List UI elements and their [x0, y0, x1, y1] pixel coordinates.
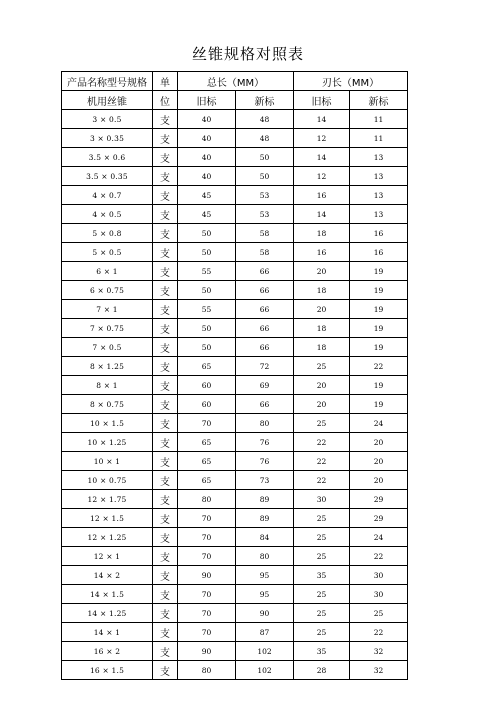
spec-cell: 6 × 0.75	[62, 281, 153, 300]
table-row	[62, 319, 408, 338]
unit-cell: 支	[153, 547, 178, 566]
unit-cell: 支	[153, 243, 178, 262]
blade-length-new-cell: 25	[350, 604, 408, 623]
total-length-new-cell: 50	[236, 148, 294, 167]
spec-cell: 12 × 1.25	[62, 528, 153, 547]
table-row	[62, 414, 408, 433]
unit-cell: 支	[153, 642, 178, 661]
total-length-old-cell: 65	[178, 433, 236, 452]
total-length-new-cell: 89	[236, 509, 294, 528]
blade-length-old-cell: 30	[294, 490, 350, 509]
unit-cell: 支	[153, 395, 178, 414]
table-row	[62, 110, 408, 129]
unit-cell: 支	[153, 319, 178, 338]
blade-length-new-cell: 19	[350, 338, 408, 357]
table-row	[62, 224, 408, 243]
total-length-new-cell: 66	[236, 281, 294, 300]
unit-cell: 支	[153, 623, 178, 642]
total-length-new-cell: 53	[236, 186, 294, 205]
blade-length-old-cell: 35	[294, 566, 350, 585]
blade-length-new-cell: 24	[350, 414, 408, 433]
total-length-new-cell: 48	[236, 110, 294, 129]
table-row	[62, 243, 408, 262]
header-total-old: 旧标	[178, 91, 236, 110]
blade-length-old-cell: 22	[294, 471, 350, 490]
unit-cell: 支	[153, 585, 178, 604]
total-length-old-cell: 80	[178, 661, 236, 680]
blade-length-new-cell: 16	[350, 224, 408, 243]
spec-cell: 14 × 2	[62, 566, 153, 585]
unit-cell: 支	[153, 148, 178, 167]
spec-cell: 10 × 1.5	[62, 414, 153, 433]
spec-cell: 14 × 1.25	[62, 604, 153, 623]
spec-cell: 3 × 0.5	[62, 110, 153, 129]
total-length-new-cell: 80	[236, 547, 294, 566]
spec-cell: 12 × 1.5	[62, 509, 153, 528]
total-length-old-cell: 50	[178, 338, 236, 357]
table-row	[62, 490, 408, 509]
total-length-old-cell: 40	[178, 148, 236, 167]
blade-length-old-cell: 25	[294, 528, 350, 547]
blade-length-new-cell: 30	[350, 566, 408, 585]
header-row-2	[62, 91, 408, 110]
blade-length-old-cell: 20	[294, 262, 350, 281]
blade-length-new-cell: 19	[350, 395, 408, 414]
spec-cell: 12 × 1	[62, 547, 153, 566]
unit-cell: 支	[153, 357, 178, 376]
total-length-new-cell: 89	[236, 490, 294, 509]
table-row	[62, 186, 408, 205]
spec-cell: 16 × 2	[62, 642, 153, 661]
blade-length-new-cell: 29	[350, 509, 408, 528]
unit-cell: 支	[153, 262, 178, 281]
header-category: 机用丝锥	[62, 91, 153, 110]
blade-length-old-cell: 25	[294, 623, 350, 642]
tap-spec-table	[61, 71, 408, 680]
blade-length-new-cell: 11	[350, 110, 408, 129]
table-row	[62, 338, 408, 357]
header-unit-line2: 位	[153, 91, 178, 110]
header-blade-new: 新标	[350, 91, 408, 110]
blade-length-new-cell: 19	[350, 319, 408, 338]
table-row	[62, 357, 408, 376]
total-length-old-cell: 45	[178, 205, 236, 224]
unit-cell: 支	[153, 167, 178, 186]
spec-cell: 3 × 0.35	[62, 129, 153, 148]
total-length-old-cell: 65	[178, 452, 236, 471]
blade-length-old-cell: 14	[294, 110, 350, 129]
total-length-old-cell: 70	[178, 509, 236, 528]
blade-length-old-cell: 20	[294, 376, 350, 395]
blade-length-new-cell: 22	[350, 357, 408, 376]
unit-cell: 支	[153, 566, 178, 585]
total-length-new-cell: 102	[236, 661, 294, 680]
blade-length-new-cell: 20	[350, 452, 408, 471]
unit-cell: 支	[153, 186, 178, 205]
unit-cell: 支	[153, 205, 178, 224]
total-length-new-cell: 73	[236, 471, 294, 490]
total-length-old-cell: 70	[178, 528, 236, 547]
total-length-new-cell: 66	[236, 338, 294, 357]
unit-cell: 支	[153, 471, 178, 490]
unit-cell: 支	[153, 509, 178, 528]
blade-length-old-cell: 22	[294, 452, 350, 471]
total-length-new-cell: 84	[236, 528, 294, 547]
blade-length-old-cell: 25	[294, 547, 350, 566]
blade-length-new-cell: 32	[350, 661, 408, 680]
unit-cell: 支	[153, 528, 178, 547]
spec-cell: 14 × 1.5	[62, 585, 153, 604]
blade-length-new-cell: 19	[350, 262, 408, 281]
total-length-old-cell: 90	[178, 642, 236, 661]
table-row	[62, 642, 408, 661]
total-length-old-cell: 65	[178, 357, 236, 376]
total-length-old-cell: 50	[178, 281, 236, 300]
spec-cell: 8 × 0.75	[62, 395, 153, 414]
total-length-new-cell: 58	[236, 224, 294, 243]
table-row	[62, 623, 408, 642]
unit-cell: 支	[153, 433, 178, 452]
table-row	[62, 395, 408, 414]
blade-length-old-cell: 22	[294, 433, 350, 452]
unit-cell: 支	[153, 376, 178, 395]
total-length-new-cell: 90	[236, 604, 294, 623]
spec-cell: 8 × 1	[62, 376, 153, 395]
blade-length-old-cell: 14	[294, 148, 350, 167]
total-length-old-cell: 70	[178, 623, 236, 642]
table-row	[62, 471, 408, 490]
total-length-old-cell: 70	[178, 604, 236, 623]
table-row	[62, 281, 408, 300]
total-length-new-cell: 76	[236, 433, 294, 452]
blade-length-new-cell: 29	[350, 490, 408, 509]
header-total-new: 新标	[236, 91, 294, 110]
spec-cell: 6 × 1	[62, 262, 153, 281]
table-row	[62, 148, 408, 167]
table-row	[62, 433, 408, 452]
total-length-old-cell: 70	[178, 585, 236, 604]
blade-length-old-cell: 25	[294, 604, 350, 623]
total-length-old-cell: 55	[178, 262, 236, 281]
header-row-1	[62, 72, 408, 91]
table-row	[62, 509, 408, 528]
blade-length-old-cell: 25	[294, 357, 350, 376]
blade-length-old-cell: 12	[294, 129, 350, 148]
total-length-new-cell: 87	[236, 623, 294, 642]
total-length-old-cell: 55	[178, 300, 236, 319]
spec-cell: 5 × 0.5	[62, 243, 153, 262]
total-length-new-cell: 95	[236, 585, 294, 604]
total-length-new-cell: 72	[236, 357, 294, 376]
total-length-new-cell: 58	[236, 243, 294, 262]
unit-cell: 支	[153, 452, 178, 471]
spec-cell: 16 × 1.5	[62, 661, 153, 680]
unit-cell: 支	[153, 661, 178, 680]
unit-cell: 支	[153, 414, 178, 433]
header-unit: 单	[153, 72, 178, 91]
spec-cell: 10 × 1	[62, 452, 153, 471]
total-length-old-cell: 50	[178, 224, 236, 243]
total-length-new-cell: 76	[236, 452, 294, 471]
header-total-length: 总长（MM）	[178, 72, 294, 91]
table-row	[62, 604, 408, 623]
blade-length-old-cell: 25	[294, 509, 350, 528]
total-length-old-cell: 50	[178, 319, 236, 338]
blade-length-new-cell: 22	[350, 547, 408, 566]
unit-cell: 支	[153, 338, 178, 357]
table-row	[62, 566, 408, 585]
blade-length-new-cell: 20	[350, 433, 408, 452]
total-length-old-cell: 90	[178, 566, 236, 585]
total-length-old-cell: 65	[178, 471, 236, 490]
blade-length-new-cell: 24	[350, 528, 408, 547]
blade-length-old-cell: 16	[294, 186, 350, 205]
table-row	[62, 205, 408, 224]
blade-length-old-cell: 18	[294, 224, 350, 243]
blade-length-new-cell: 11	[350, 129, 408, 148]
table-row	[62, 528, 408, 547]
unit-cell: 支	[153, 490, 178, 509]
page-title: 丝锥规格对照表	[191, 45, 304, 63]
table-row	[62, 661, 408, 680]
total-length-old-cell: 50	[178, 243, 236, 262]
total-length-new-cell: 66	[236, 319, 294, 338]
blade-length-new-cell: 19	[350, 281, 408, 300]
blade-length-new-cell: 20	[350, 471, 408, 490]
spec-cell: 4 × 0.7	[62, 186, 153, 205]
blade-length-new-cell: 13	[350, 205, 408, 224]
total-length-new-cell: 102	[236, 642, 294, 661]
table-row	[62, 547, 408, 566]
unit-cell: 支	[153, 300, 178, 319]
unit-cell: 支	[153, 224, 178, 243]
blade-length-old-cell: 18	[294, 319, 350, 338]
table-row	[62, 452, 408, 471]
blade-length-new-cell: 19	[350, 376, 408, 395]
spec-cell: 5 × 0.8	[62, 224, 153, 243]
total-length-old-cell: 70	[178, 414, 236, 433]
total-length-old-cell: 60	[178, 395, 236, 414]
blade-length-new-cell: 32	[350, 642, 408, 661]
total-length-old-cell: 40	[178, 129, 236, 148]
spec-cell: 7 × 0.5	[62, 338, 153, 357]
total-length-old-cell: 80	[178, 490, 236, 509]
unit-cell: 支	[153, 604, 178, 623]
blade-length-old-cell: 25	[294, 585, 350, 604]
blade-length-new-cell: 16	[350, 243, 408, 262]
total-length-new-cell: 66	[236, 262, 294, 281]
header-product-name: 产品名称型号规格	[62, 72, 153, 91]
blade-length-old-cell: 18	[294, 281, 350, 300]
spec-cell: 10 × 1.25	[62, 433, 153, 452]
table-row	[62, 262, 408, 281]
table-row	[62, 300, 408, 319]
blade-length-old-cell: 12	[294, 167, 350, 186]
blade-length-new-cell: 13	[350, 167, 408, 186]
blade-length-old-cell: 35	[294, 642, 350, 661]
total-length-old-cell: 60	[178, 376, 236, 395]
total-length-new-cell: 95	[236, 566, 294, 585]
blade-length-old-cell: 20	[294, 395, 350, 414]
blade-length-old-cell: 20	[294, 300, 350, 319]
spec-cell: 10 × 0.75	[62, 471, 153, 490]
unit-cell: 支	[153, 281, 178, 300]
blade-length-old-cell: 25	[294, 414, 350, 433]
spec-cell: 3.5 × 0.35	[62, 167, 153, 186]
table-row	[62, 167, 408, 186]
table-row	[62, 376, 408, 395]
spec-cell: 3.5 × 0.6	[62, 148, 153, 167]
spec-cell: 8 × 1.25	[62, 357, 153, 376]
total-length-new-cell: 69	[236, 376, 294, 395]
blade-length-new-cell: 13	[350, 148, 408, 167]
table-row	[62, 585, 408, 604]
blade-length-new-cell: 19	[350, 300, 408, 319]
header-blade-old: 旧标	[294, 91, 350, 110]
total-length-old-cell: 40	[178, 110, 236, 129]
blade-length-old-cell: 16	[294, 243, 350, 262]
spec-cell: 7 × 0.75	[62, 319, 153, 338]
total-length-new-cell: 50	[236, 167, 294, 186]
spec-cell: 7 × 1	[62, 300, 153, 319]
spec-cell: 4 × 0.5	[62, 205, 153, 224]
blade-length-old-cell: 14	[294, 205, 350, 224]
blade-length-new-cell: 13	[350, 186, 408, 205]
spec-cell: 14 × 1	[62, 623, 153, 642]
total-length-old-cell: 70	[178, 547, 236, 566]
total-length-old-cell: 40	[178, 167, 236, 186]
header-blade-length: 刃长（MM）	[294, 72, 408, 91]
table-row	[62, 129, 408, 148]
total-length-new-cell: 80	[236, 414, 294, 433]
total-length-new-cell: 66	[236, 300, 294, 319]
blade-length-old-cell: 18	[294, 338, 350, 357]
blade-length-new-cell: 22	[350, 623, 408, 642]
unit-cell: 支	[153, 129, 178, 148]
total-length-new-cell: 66	[236, 395, 294, 414]
total-length-old-cell: 45	[178, 186, 236, 205]
spec-cell: 12 × 1.75	[62, 490, 153, 509]
blade-length-old-cell: 28	[294, 661, 350, 680]
total-length-new-cell: 48	[236, 129, 294, 148]
total-length-new-cell: 53	[236, 205, 294, 224]
unit-cell: 支	[153, 110, 178, 129]
blade-length-new-cell: 30	[350, 585, 408, 604]
